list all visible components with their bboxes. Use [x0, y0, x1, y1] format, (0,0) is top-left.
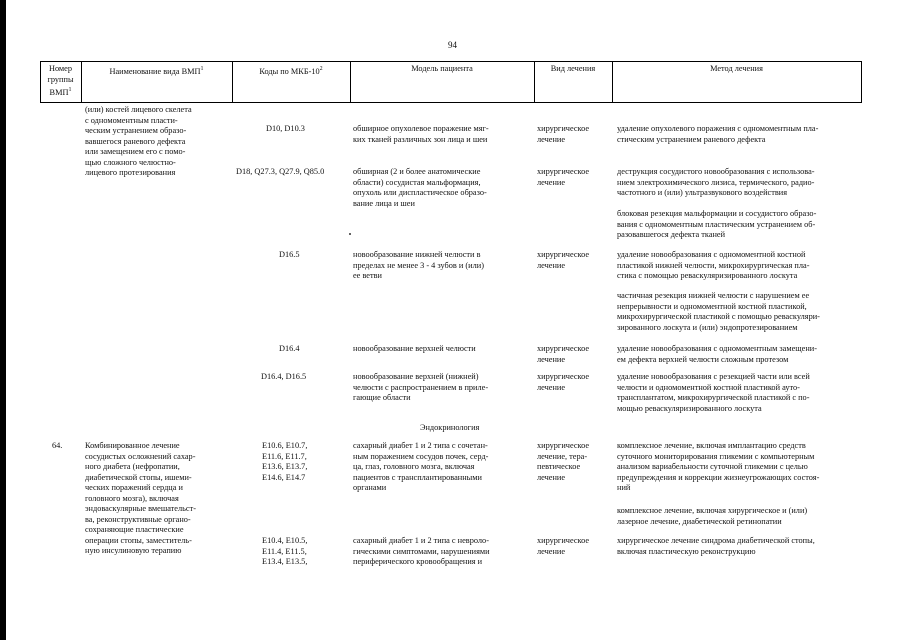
cell-codes-d18: D18, Q27.3, Q27.9, Q85.0 [236, 167, 325, 176]
cell-model-d16-4-5: новообразование верхней (нижней) челюсти с распространением в приле- гающие области [353, 372, 489, 402]
cell-codes-d16-4-5: D16.4, D16.5 [261, 372, 307, 381]
table-rule-top [40, 61, 861, 62]
table-rule-right [861, 61, 862, 103]
cell-type-d16-4-5: хирургическое лечение [537, 372, 590, 392]
cell-model-e10-4: сахарный диабет 1 и 2 типа с невроло- гическими симптомами, нарушениями периферического кровообращения и [353, 536, 490, 566]
header-codes: Коды по МКБ-$10^2$ [259, 66, 323, 76]
cell-name-continued: (или) костей лицевого скелета с одномоментным пласти- ческим устранением образо- вавшегося раневого дефекта или замещением его с помо- щью сложного челюстно- лицевого протезирования [85, 105, 192, 177]
cell-codes-e10-6: E10.6, E10.7, E11.6, E11.7, E13.6, E13.7, E14.6, E14.7 [262, 441, 308, 482]
cell-method-d10: удаление опухолевого поражения с одномоментным пла- стическим устранением раневого дефекта [617, 124, 819, 144]
cell-codes-e10-4: E10.4, E10.5, E11.4, E11.5, E13.4, E13.5, [262, 536, 308, 566]
cell-group-64: 64. [52, 441, 63, 450]
header-method: Метод лечения [710, 64, 763, 73]
cell-method-d16-5-b: частичная резекция нижней челюсти с нарушением ее непрерывности и одномоментной костной пластикой, микрохирургической пластикой с помощью реваскуляри- зированного лоскута и (или) эндопротезированием [617, 291, 820, 332]
cell-type-e10-4: хирургическое лечение [537, 536, 590, 556]
cell-model-d10: обширное опухолевое поражение мяг- ких тканей различных зон лица и шеи [353, 124, 489, 144]
header-treatment-type: Вид лечения [550, 64, 596, 73]
cell-type-d16-5: хирургическое лечение [537, 250, 590, 270]
header-group: Номер группы ВМП$^1$ [47, 64, 74, 97]
header-model: Модель пациента [411, 64, 473, 73]
section-title-endocrinology: Эндокринология [420, 423, 480, 432]
cell-method-d16-4-5: удаление новообразования с резекцией части или всей челюсти и одномоментной костной пластикой ауто- трансплантатом, микрохирургической пластикой с по- мощью реваскуляризированного лоскута [617, 372, 810, 413]
cell-model-e10-6: сахарный диабет 1 и 2 типа с сочетан- ным поражением сосудов почек, серд- ца, глаз, головного мозга, включая пациентов с трансплантированными органами [353, 441, 489, 492]
scan-speck [349, 233, 351, 235]
cell-type-e10-6: хирургическое лечение, тера- певтическое лечение [537, 441, 590, 482]
scan-edge [0, 0, 6, 640]
cell-method-e10-6-a: комплексное лечение, включая имплантацию средств суточного мониторирования гликемии с компьютерным анализом вариабельности суточной гликемии с целью предупреждения и коррекции жизнеугрожающих состоя- ний [617, 441, 820, 492]
cell-method-e10-4: хирургическое лечение синдрома диабетической стопы, включая пластическую реконструкцию [617, 536, 815, 556]
cell-codes-d16-4: D16.4 [279, 344, 300, 353]
cell-method-e10-6-b: комплексное лечение, включая хирургическое и (или) лазерное лечение, диабетической ретинопатии [617, 506, 808, 526]
table-rule-header-bottom [40, 102, 861, 103]
cell-model-d16-4: новообразование верхней челюсти [353, 344, 476, 353]
header-name: Наименование вида ВМП$^1$ [109, 66, 204, 76]
cell-method-d18-a: деструкция сосудистого новообразования с использова- нием электрохимического лизиса, термического, радио- частотного и (или) ультразвукового воздействия [617, 167, 815, 197]
cell-method-d18-b: блоковая резекция мальформации и сосудистого образо- вания с одномоментным пластическим устранением об- разовавшегося дефекта тканей [617, 209, 817, 239]
page-number: 94 [448, 40, 457, 50]
cell-name-64: Комбинированное лечение сосудистых осложнений сахар- ного диабета (нефропатии, диабетической стопы, ишеми- ческих поражений сердца и головного мозга), включая эндоваскулярные вмешательст- ва, реконструктивные органо- сохраняющие пластические операции стопы, заместитель- ную инсулиновую терапию [85, 441, 196, 555]
cell-type-d16-4: хирургическое лечение [537, 344, 590, 364]
cell-type-d10: хирургическое лечение [537, 124, 590, 144]
cell-codes-d10: D10, D10.3 [266, 124, 305, 133]
cell-codes-d16-5: D16.5 [279, 250, 300, 259]
cell-method-d16-4: удаление новообразования с одномоментным замещени- ем дефекта верхней челюсти сложным протезом [617, 344, 818, 364]
cell-method-d16-5-a: удаление новообразования с одномоментной костной пластикой нижней челюсти, микрохирургическая пла- стика с помощью реваскуляризированного лоскута [617, 250, 810, 280]
cell-type-d18: хирургическое лечение [537, 167, 590, 187]
cell-model-d16-5: новообразование нижней челюсти в пределах не менее 3 - 4 зубов и (или) ее ветви [353, 250, 484, 280]
cell-model-d18: обширная (2 и более анатомические области) сосудистая мальформация, опухоль или диспластическое образо- вание лица и шеи [353, 167, 487, 208]
